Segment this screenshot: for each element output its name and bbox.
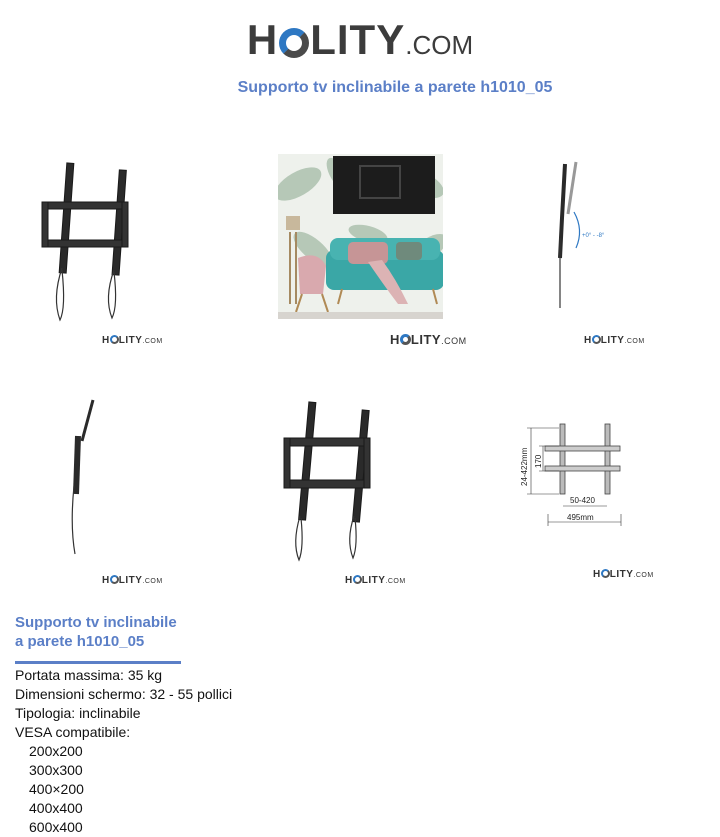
brand-tld: .COM <box>405 30 474 60</box>
logo-ring-icon <box>279 28 309 58</box>
spec-title-line1: Supporto tv inclinabile <box>15 614 177 631</box>
spec-type: Tipologia: inclinabile <box>15 705 141 721</box>
gallery-logo-5: H LITY.COM <box>345 575 406 586</box>
spec-divider <box>15 661 181 664</box>
brand-logo[interactable] <box>0 16 720 64</box>
logo-ring-icon <box>110 575 119 584</box>
spec-title <box>15 613 235 651</box>
spec-screen-size: Dimensioni schermo: 32 - 55 pollici <box>15 686 233 702</box>
tilt-label: +0° - -8° <box>582 233 605 239</box>
gallery-logo-2: H LITY.COM <box>390 332 467 347</box>
dim-height: 24-422mm <box>520 447 529 486</box>
spec-title-line2: a parete h1010_05 <box>15 633 145 650</box>
logo-ring-icon <box>353 575 362 584</box>
product-image-room[interactable] <box>278 154 443 319</box>
vesa-item: 300x300 <box>29 762 83 778</box>
vesa-item: 400x400 <box>29 800 83 816</box>
vesa-item: 600x400 <box>29 819 83 835</box>
vesa-item: 200x200 <box>29 743 83 759</box>
gallery-logo-3: H LITY.COM <box>584 335 645 346</box>
logo-ring-icon <box>110 335 119 344</box>
dim-width: 495mm <box>567 513 594 522</box>
dim-span: 50-420 <box>570 496 595 505</box>
spec-capacity: Portata massima: 35 kg <box>15 667 163 683</box>
dim-inner: 170 <box>534 454 543 468</box>
gallery-logo-6: H LITY.COM <box>593 569 654 580</box>
product-image-front[interactable] <box>38 158 138 323</box>
product-image-dimensions[interactable] <box>515 416 640 528</box>
brand-name-post: LITY <box>310 16 406 63</box>
gallery-logo-4: H LITY.COM <box>102 575 163 586</box>
product-image-tilt[interactable] <box>550 158 620 323</box>
product-image-profile[interactable] <box>60 396 110 561</box>
spec-vesa-heading: VESA compatibile: <box>15 724 131 740</box>
brand-name-pre: H <box>246 16 279 63</box>
vesa-item: 400×200 <box>29 781 84 797</box>
logo-ring-icon <box>601 569 610 578</box>
logo-ring-icon <box>592 335 601 344</box>
gallery-logo-1: H LITY.COM <box>102 335 163 346</box>
logo-ring-icon <box>400 334 411 345</box>
product-image-perspective[interactable] <box>282 398 377 563</box>
page-title: Supporto tv inclinabile a parete h1010_05 <box>237 79 553 96</box>
